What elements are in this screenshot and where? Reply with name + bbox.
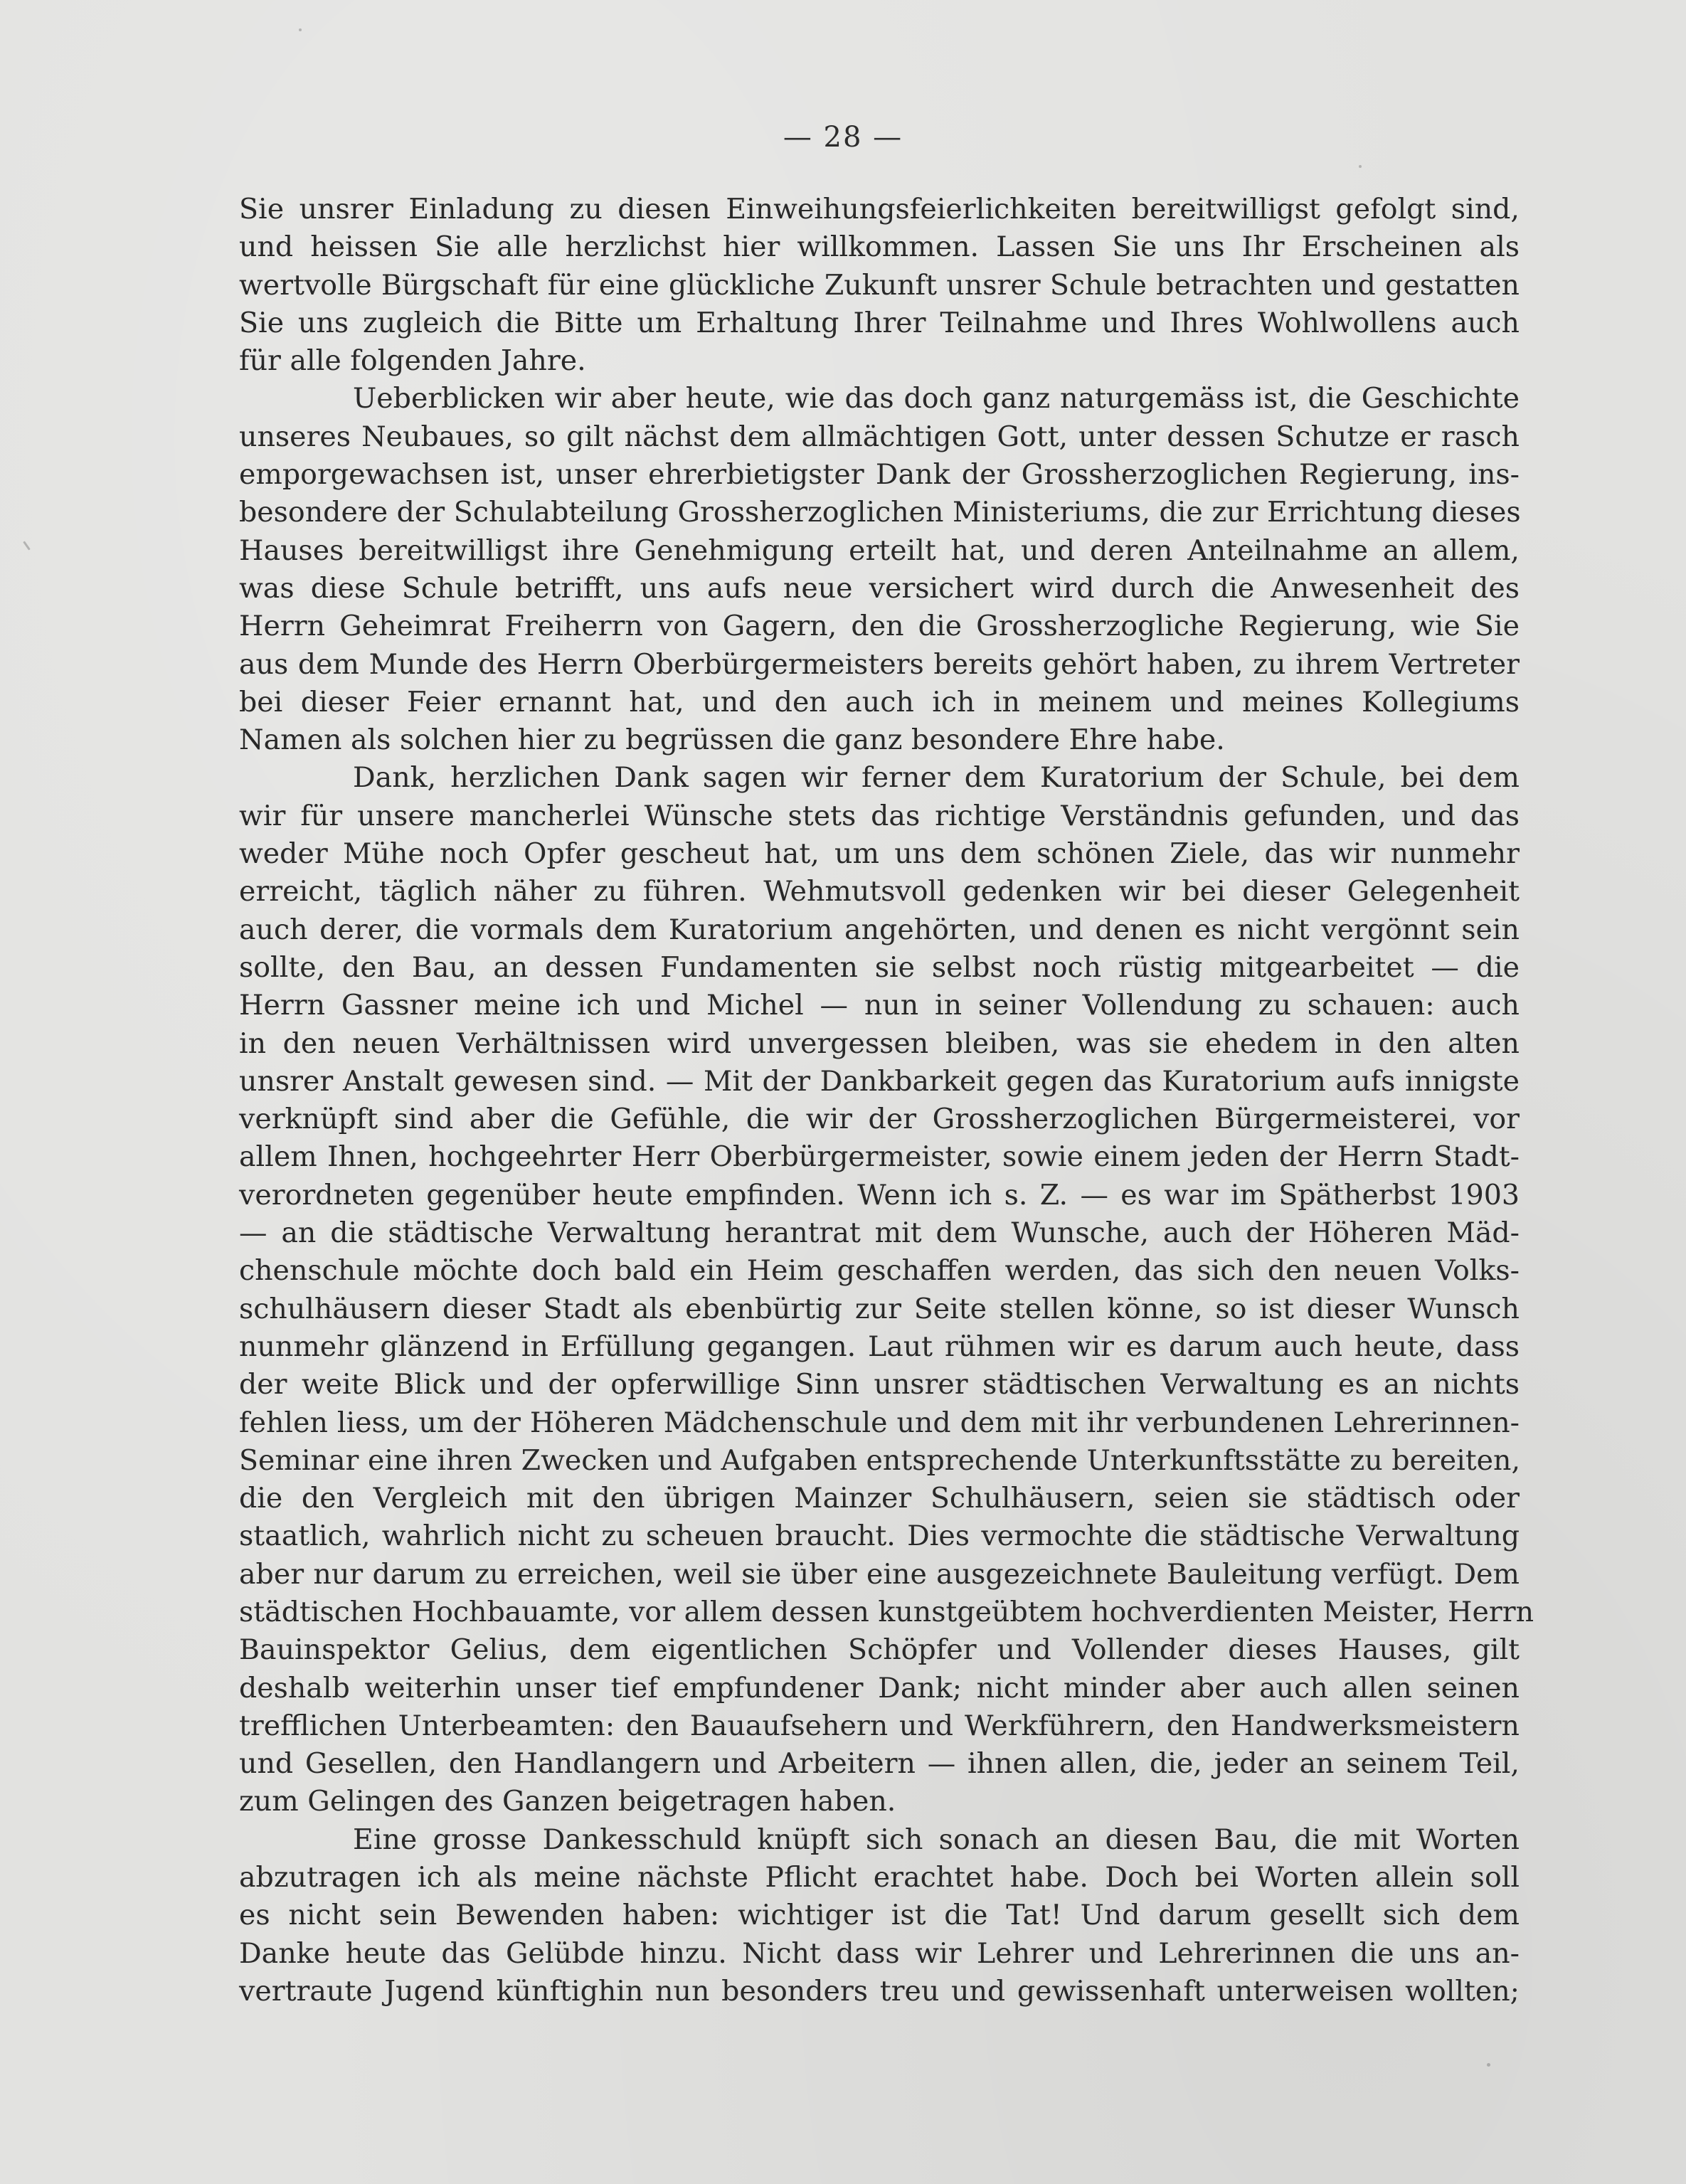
text-line: weder Mühe noch Opfer gescheut hat, um uns dem schönen Ziele, das wir nunmehr (239, 837, 1520, 871)
text-line: staatlich, wahrlich nicht zu scheuen braucht. Dies vermochte die städtische Verwaltung (239, 1520, 1520, 1553)
text-line: und heissen Sie alle herzlichst hier willkommen. Lassen Sie uns Ihr Erscheinen als (239, 230, 1520, 264)
body-text (239, 191, 1534, 2010)
text-line: verknüpft sind aber die Gefühle, die wir der Grossherzoglichen Bürgermeisterei, vor (239, 1103, 1520, 1136)
text-line: wir für unsere mancherlei Wünsche stets das richtige Verständnis gefunden, und das (239, 799, 1520, 832)
page-number: — 28 — (783, 121, 903, 154)
text-line: aber nur darum zu erreichen, weil sie über eine ausgezeichnete Bauleitung verfügt. Dem (239, 1557, 1520, 1591)
text-line: Herrn Geheimrat Freiherrn von Gagern, den die Grossherzogliche Regierung, wie Sie (239, 610, 1520, 643)
text-line: erreicht, täglich näher zu führen. Wehmutsvoll gedenken wir bei dieser Gelegenheit (239, 875, 1520, 908)
text-line: abzutragen ich als meine nächste Pflicht erachtet habe. Doch bei Worten allein soll (239, 1861, 1520, 1894)
text-line: Namen als solchen hier zu begrüssen die ganz besondere Ehre habe. (239, 723, 1225, 757)
text-line: Sie uns zugleich die Bitte um Erhaltung Ihrer Teilnahme und Ihres Wohlwollens auch (239, 306, 1520, 339)
text-line: auch derer, die vormals dem Kuratorium angehörten, und denen es nicht vergönnt sein (239, 913, 1520, 946)
text-line: deshalb weiterhin unser tief empfundener Dank; nicht minder aber auch allen seinen (239, 1671, 1520, 1705)
text-line: in den neuen Verhältnissen wird unvergessen bleiben, was sie ehedem in den alten (239, 1027, 1520, 1060)
text-line: schulhäusern dieser Stadt als ebenbürtig zur Seite stellen könne, so ist dieser Wunsch (239, 1292, 1520, 1325)
scan-speck (1359, 165, 1362, 168)
text-line: städtischen Hochbauamte, vor allem dessen kunstgeübtem hochverdienten Meister, Herrn (239, 1595, 1534, 1628)
text-line: was diese Schule betrifft, uns aufs neue versichert wird durch die Anwesenheit des (239, 571, 1520, 605)
text-line: allem Ihnen, hochgeehrter Herr Oberbürgermeister, sowie einem jeden der Herrn Stadt- (239, 1140, 1520, 1174)
scan-speck (299, 28, 302, 31)
text-line: der weite Blick und der opferwillige Sinn unsrer städtischen Verwaltung es an nichts (239, 1368, 1520, 1401)
text-line: die den Vergleich mit den übrigen Mainzer Schulhäusern, seien sie städtisch oder (239, 1482, 1520, 1515)
scan-speck (23, 541, 30, 550)
text-line: für alle folgenden Jahre. (239, 344, 586, 378)
text-line: Danke heute das Gelübde hinzu. Nicht dass wir Lehrer und Lehrerinnen die uns an- (239, 1936, 1520, 1970)
text-line: Dank, herzlichen Dank sagen wir ferner dem Kuratorium der Schule, bei dem (353, 761, 1520, 795)
text-line: es nicht sein Bewenden haben: wichtiger ist die Tat! Und darum gesellt sich dem (239, 1899, 1520, 1932)
text-line: Herrn Gassner meine ich und Michel — nun in seiner Vollendung zu schauen: auch (239, 989, 1520, 1022)
text-line: verordneten gegenüber heute empfinden. Wenn ich s. Z. — es war im Spätherbst 1903 (239, 1178, 1520, 1212)
text-line: nunmehr glänzend in Erfüllung gegangen. Laut rühmen wir es darum auch heute, dass (239, 1330, 1520, 1363)
text-line: sollte, den Bau, an dessen Fundamenten sie selbst noch rüstig mitgearbeitet — die (239, 950, 1520, 984)
text-line: chenschule möchte doch bald ein Heim geschaffen werden, das sich den neuen Volks- (239, 1254, 1520, 1288)
text-line: — an die städtische Verwaltung herantrat mit dem Wunsche, auch der Höheren Mäd- (239, 1216, 1520, 1250)
text-line: zum Gelingen des Ganzen beigetragen haben. (239, 1785, 896, 1818)
paragraph-2 (239, 380, 1520, 759)
scan-speck (1487, 2063, 1490, 2067)
text-line: trefflichen Unterbeamten: den Bauaufsehern und Werkführern, den Handwerksmeistern (239, 1709, 1520, 1742)
paragraph-3 (239, 759, 1534, 1820)
text-line: vertraute Jugend künftighin nun besonders treu und gewissenhaft unterweisen wollten; (239, 1974, 1520, 2008)
text-line: Eine grosse Dankesschuld knüpft sich sonach an diesen Bau, die mit Worten (353, 1823, 1520, 1856)
text-line: Sie unsrer Einladung zu diesen Einweihungsfeierlichkeiten bereitwilligst gefolgt sind, (239, 193, 1520, 226)
text-line: unsrer Anstalt gewesen sind. — Mit der Dankbarkeit gegen das Kuratorium aufs innigste (239, 1064, 1520, 1098)
text-line: unseres Neubaues, so gilt nächst dem allmächtigen Gott, unter dessen Schutze er rasch (239, 420, 1520, 453)
text-line: Hauses bereitwilligst ihre Genehmigung erteilt hat, und deren Anteilnahme an allem, (239, 534, 1520, 567)
text-line: Ueberblicken wir aber heute, wie das doch ganz naturgemäss ist, die Geschichte (353, 382, 1520, 415)
text-line: Seminar eine ihren Zwecken und Aufgaben entsprechende Unterkunftsstätte zu bereiten, (239, 1443, 1521, 1477)
text-line: wertvolle Bürgschaft für eine glückliche Zukunft unsrer Schule betrachten und gestatten (239, 268, 1520, 302)
text-line: besondere der Schulabteilung Grossherzoglichen Ministeriums, die zur Errichtung dieses (239, 496, 1521, 529)
text-line: und Gesellen, den Handlangern und Arbeitern — ihnen allen, die, jeder an seinem Teil, (239, 1747, 1520, 1781)
text-line: emporgewachsen ist, unser ehrerbietigster Dank der Grossherzoglichen Regierung, ins- (239, 458, 1520, 492)
paragraph-1 (239, 191, 1520, 380)
text-line: fehlen liess, um der Höheren Mädchenschule und dem mit ihr verbundenen Lehrerinnen- (239, 1406, 1520, 1439)
paragraph-4 (239, 1821, 1520, 2010)
text-line: Bauinspektor Gelius, dem eigentlichen Schöpfer und Vollender dieses Hauses, gilt (239, 1633, 1520, 1667)
text-line: aus dem Munde des Herrn Oberbürgermeisters bereits gehört haben, zu ihrem Vertreter (239, 647, 1520, 681)
text-line: bei dieser Feier ernannt hat, und den auch ich in meinem und meines Kollegiums (239, 685, 1520, 719)
